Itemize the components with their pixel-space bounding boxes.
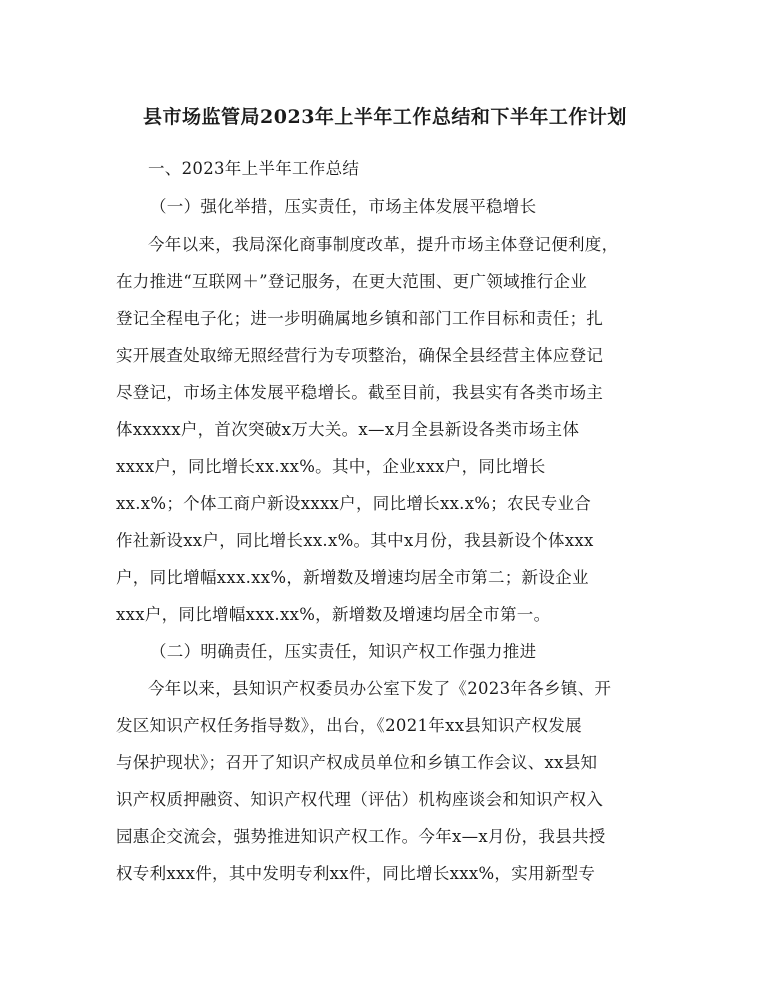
paragraph-line: 登记全程电子化；进一步明确属地乡镇和部门工作目标和责任；扎 (116, 309, 604, 328)
paragraph-line: 发区知识产权任务指导数》，出台，《2021年xx县知识产权发展 (116, 716, 582, 735)
section-heading: 一、2023年上半年工作总结 (148, 159, 360, 178)
document-title: 县市场监管局2023年上半年工作总结和下半年工作计划 (143, 106, 627, 128)
paragraph-line: xxxx户，同比增长xx.xx%。其中，企业xxx户，同比增长 (116, 457, 546, 476)
paragraph-line: 尽登记，市场主体发展平稳增长。截至目前，我县实有各类市场主 (116, 383, 604, 402)
paragraph-line: xxx户，同比增幅xxx.xx%，新增数及增速均居全市第一。 (116, 605, 551, 624)
paragraph-line: xx.x%；个体工商户新设xxxx户，同比增长xx.x%；农民专业合 (116, 494, 592, 513)
paragraph-line: 作社新设xx户，同比增长xx.x%。其中x月份，我县新设个体xxx (116, 531, 594, 550)
paragraph-line: 体xxxxx户，首次突破x万大关。x—x月全县新设各类市场主体 (116, 420, 580, 439)
paragraph-line: 园惠企交流会，强势推进知识产权工作。今年x—x月份，我县共授 (116, 827, 606, 846)
paragraph-line: 在力推进“互联网＋”登记服务，在更大范围、更广领域推行企业 (116, 272, 588, 291)
paragraph-line: 今年以来，我局深化商事制度改革，提升市场主体登记便利度， (148, 235, 619, 254)
paragraph-line: 与保护现状》；召开了知识产权成员单位和乡镇工作会议、xx县知 (116, 753, 598, 772)
paragraph-line: 户，同比增幅xxx.xx%，新增数及增速均居全市第二；新设企业 (116, 568, 589, 587)
subsection-heading: （一）强化举措，压实责任，市场主体发展平稳增长 (150, 197, 537, 216)
paragraph-line: 识产权质押融资、知识产权代理（评估）机构座谈会和知识产权入 (116, 790, 604, 809)
subsection-heading: （二）明确责任，压实责任，知识产权工作强力推进 (150, 642, 537, 661)
paragraph-line: 今年以来，县知识产权委员办公室下发了《2023年各乡镇、开 (148, 679, 612, 698)
paragraph-line: 权专利xxx件，其中发明专利xx件，同比增长xxx%，实用新型专 (116, 864, 596, 883)
paragraph-line: 实开展查处取缔无照经营行为专项整治，确保全县经营主体应登记 (116, 346, 604, 365)
